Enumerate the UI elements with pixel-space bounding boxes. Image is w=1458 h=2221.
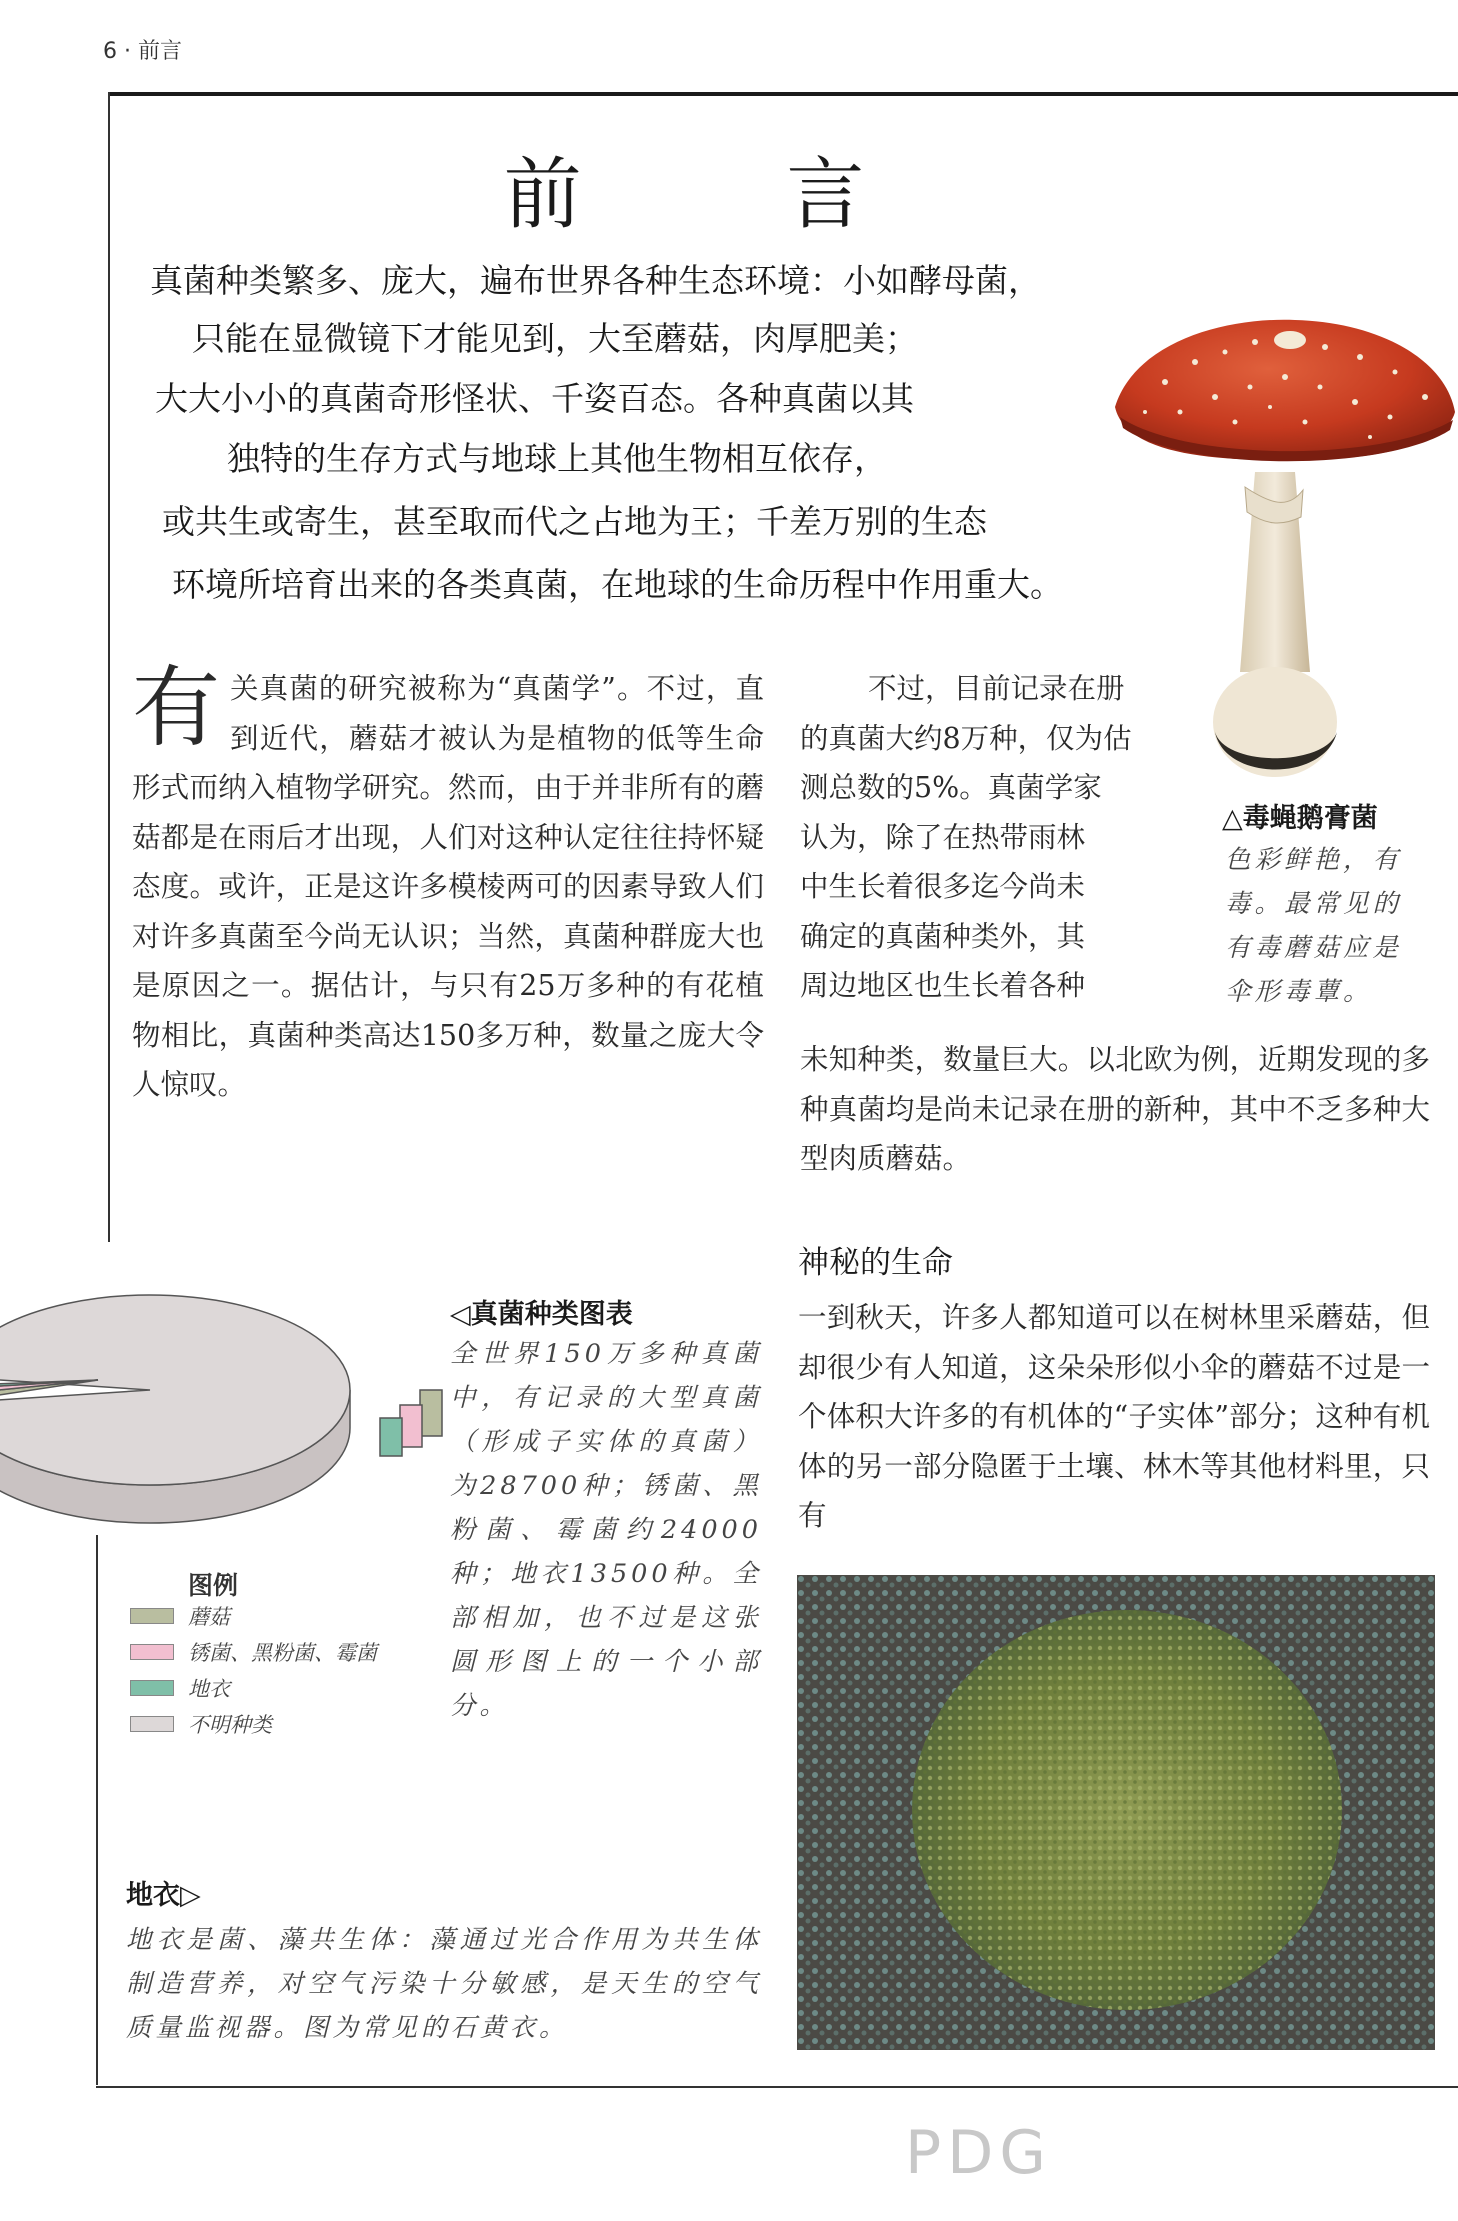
legend-label: 蘑菇 [188, 1605, 230, 1629]
legend-swatch-rust [130, 1644, 174, 1660]
legend-title: 图例 [188, 1571, 239, 1600]
legend-item-lichen [130, 1670, 377, 1706]
mushroom-caption-text [1225, 838, 1455, 1014]
intro-line-5: 或共生或寄生，甚至取而代之占地为王；千差万别的生态 [162, 502, 987, 541]
mushroom-caption-line: 有毒蘑菇应是 [1225, 933, 1403, 963]
intro-line-6: 环境所培育出来的各类真菌，在地球的生命历程中作用重大。 [172, 565, 1063, 604]
right-line-5: 中生长着很多迄今尚未 [800, 870, 1086, 903]
left-rule-lower [96, 1535, 98, 2085]
dropcap: 有 [132, 656, 221, 759]
mushroom-caption-line: 毒。最常见的 [1225, 889, 1403, 919]
legend-item-mushroom [130, 1598, 377, 1634]
legend-label: 锈菌、黑粉菌、霉菌 [188, 1641, 377, 1665]
left-column-body: 关真菌的研究被称为“真菌学”。不过，直到近代，蘑菇才被认为是植物的低等生命形式而纳入植物学研究。然而，由于并非所有的蘑菇都是在雨后才出现，人们对这种认定往往持怀疑态度。或许，正是这许多模棱两可的因素导致人们对许多真菌至今尚无认识；当然，真菌种群庞大也是原因之一。据估计，与只有25万多种的有花植物相比，真菌种类高达150多万种，数量之庞大令人惊叹。 [132, 672, 764, 1101]
right-column-narrow [800, 664, 1220, 1011]
legend-swatch-unknown [130, 1716, 174, 1732]
mushroom-caption-line: 伞形毒蕈。 [1225, 977, 1373, 1007]
intro-line-2: 只能在显微镜下才能见到，大至蘑菇，肉厚肥美； [192, 319, 918, 358]
lichen-caption-title: 地衣▷ [126, 1880, 201, 1911]
watermark: PDG [905, 2118, 1052, 2188]
page-header: 6 · 前言 [103, 39, 182, 64]
top-rule [108, 92, 1458, 96]
fungi-species-pie-chart [0, 1240, 480, 1580]
mushroom-caption-line: 色彩鲜艳，有 [1225, 845, 1403, 875]
page-title: 前 言 [503, 150, 955, 240]
legend-swatch-lichen [130, 1680, 174, 1696]
intro-line-3: 大大小小的真菌奇形怪状、千姿百态。各种真菌以其 [155, 379, 914, 418]
lichen-photo [797, 1575, 1435, 2050]
right-column-wide: 未知种类，数量巨大。以北欧为例，近期发现的多种真菌均是尚未记录在册的新种，其中不乏多种大型肉质蘑菇。 [800, 1043, 1430, 1175]
right-line-6: 确定的真菌种类外，其 [800, 919, 1086, 953]
right-line-1: 不过，目前记录在册 [868, 672, 1125, 705]
lichen-caption-text: 地衣是菌、藻共生体：藻通过光合作用为共生体制造营养，对空气污染十分敏感，是天生的空气质量监视器。图为常见的石黄衣。 [126, 1925, 762, 2043]
right-line-3: 测总数的5%。真菌学家 [800, 771, 1102, 804]
left-column-text [132, 656, 764, 1110]
left-rule [108, 92, 110, 1242]
chart-caption-text: 全世界150万多种真菌中，有记录的大型真菌（形成子实体的真菌）为28700种；锈菌、黑粉菌、霉菌约24000种；地衣13500种。全部相加，也不过是这张圆形图上的一个小部分。 [450, 1339, 762, 1721]
intro-line-1: 真菌种类繁多、庞大，遍布世界各种生态环境：小如酵母菌， [150, 261, 1041, 300]
pie-wedge-edge-rust [400, 1405, 422, 1447]
legend-swatch-mushroom [130, 1608, 174, 1624]
bottom-rule [96, 2086, 1458, 2088]
right-line-2: 的真菌大约8万种，仅为估 [800, 721, 1132, 755]
legend-label: 地衣 [188, 1677, 230, 1701]
section-heading: 神秘的生命 [798, 1245, 953, 1281]
mushroom-caption-title: △毒蝇鹅膏菌 [1222, 803, 1378, 834]
pie-wedge-edge-mushroom [420, 1390, 442, 1436]
legend-item-unknown [130, 1706, 377, 1742]
section-text: 一到秋天，许多人都知道可以在树林里采蘑菇，但却很少有人知道，这朵朵形似小伞的蘑菇不过是一个体积大许多的有机体的“子实体”部分；这种有机体的另一部分隐匿于土壤、林木等其他材料里，只有 [798, 1301, 1430, 1532]
intro-line-4: 独特的生存方式与地球上其他生物相互依存， [227, 439, 887, 478]
pie-wedge-edge-lichen [380, 1418, 402, 1456]
legend-item-rust [130, 1634, 377, 1670]
right-line-7: 周边地区也生长着各种 [800, 969, 1086, 1002]
right-line-4: 认为，除了在热带雨林 [800, 820, 1086, 854]
chart-caption-title: ◁真菌种类图表 [450, 1299, 633, 1330]
legend-label: 不明种类 [188, 1713, 272, 1737]
legend [130, 1598, 377, 1742]
